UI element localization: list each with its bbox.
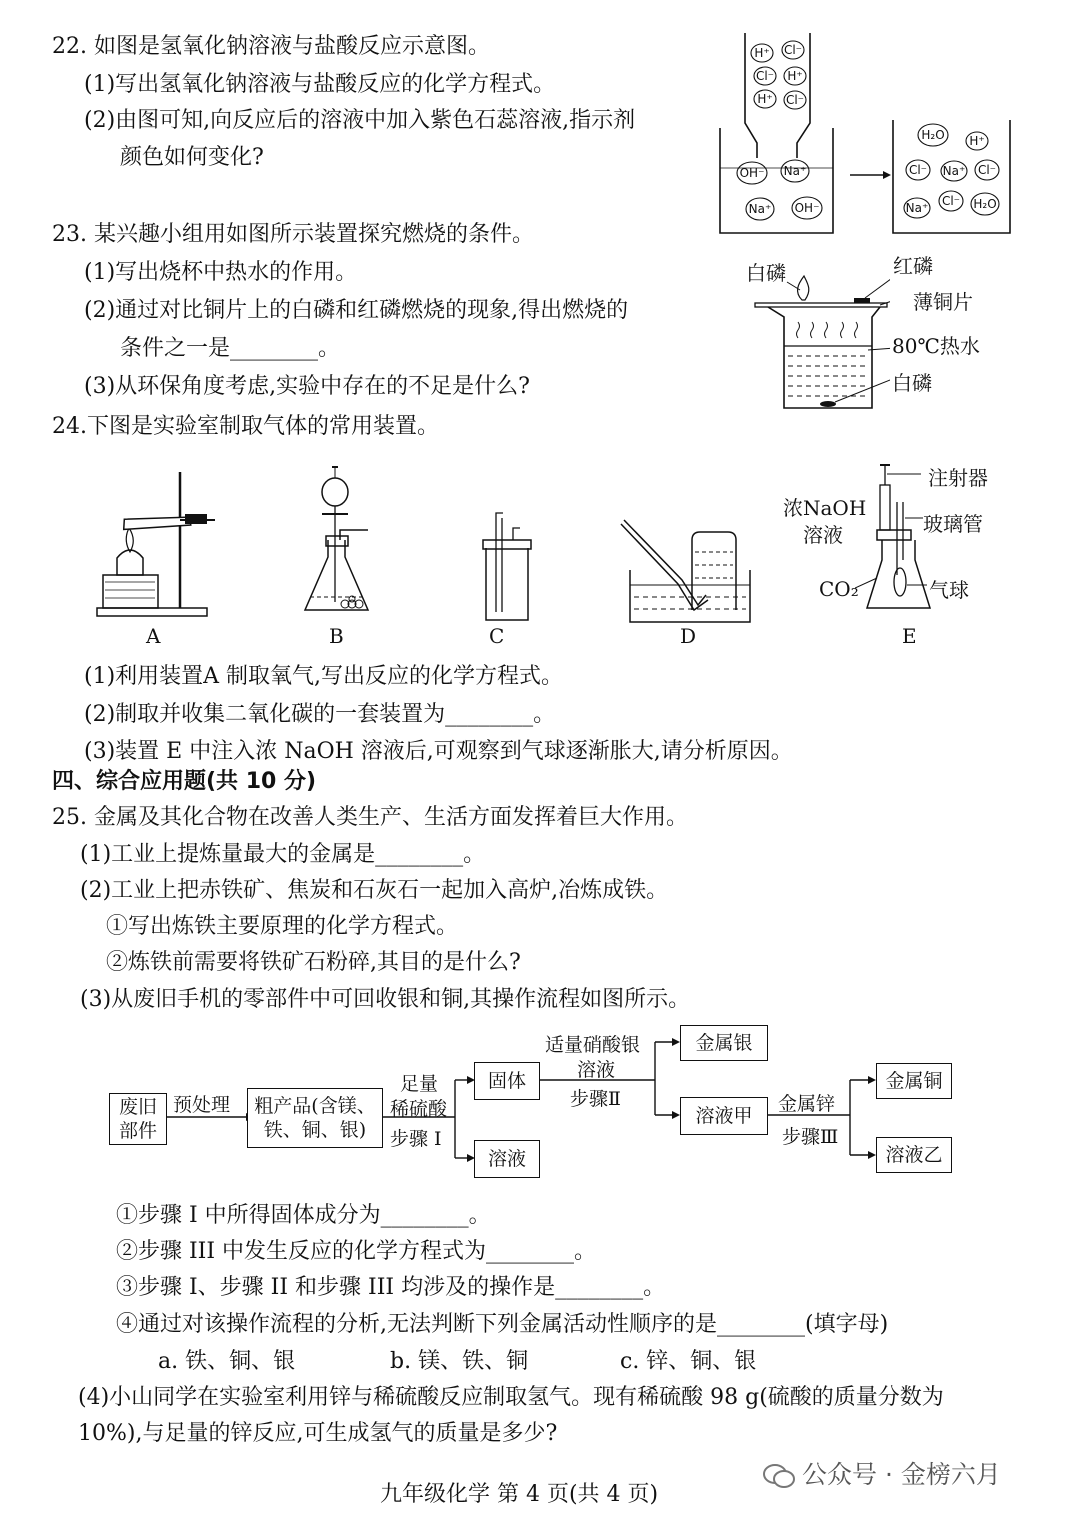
crude-line1: 粗产品(含镁、: [254, 1095, 376, 1117]
q25-part4-line2: 10%),与足量的锌反应,可生成氢气的质量是多少?: [78, 1421, 558, 1446]
flow-box-solid: 固体: [474, 1062, 540, 1100]
ion-h: H⁺: [754, 46, 770, 60]
q25-stem: 25. 金属及其化合物在改善人类生产、生活方面发挥着巨大作用。: [52, 805, 688, 830]
ion-h: H⁺: [969, 134, 985, 148]
q25-part2-sub2: ②炼铁前需要将铁矿石粉碎,其目的是什么?: [106, 950, 521, 975]
q22-part2-line1: (2)由图可知,向反应后的溶液中加入紫色石蕊溶液,指示剂: [84, 108, 636, 133]
ion-cl: Cl⁻: [977, 163, 997, 177]
ion-cl: Cl⁻: [783, 43, 803, 57]
section-heading: 四、综合应用题(共 10 分): [52, 769, 317, 794]
apparatus-d: [620, 510, 760, 625]
label-white-phosphorus: 白磷: [746, 261, 786, 285]
q22-part2-line2: 颜色如何变化?: [120, 145, 264, 170]
q22-reaction-diagram: [715, 28, 1035, 243]
ion-na: Na⁺: [748, 202, 772, 216]
q25-sub2: ②步骤 III 中发生反应的化学方程式为________。: [116, 1239, 597, 1264]
option-a: a. 铁、铜、银: [158, 1349, 296, 1374]
q23-beaker-diagram: [750, 270, 890, 415]
q23-part1: (1)写出烧杯中热水的作用。: [84, 260, 358, 285]
q25-sub1: ①步骤 I 中所得固体成分为________。: [116, 1203, 491, 1228]
crude-line2: 铁、铜、银): [263, 1119, 367, 1141]
label-red-phosphorus: 红磷: [893, 254, 933, 278]
q25-part2: (2)工业上把赤铁矿、焦炭和石灰石一起加入高炉,冶炼成铁。: [80, 878, 669, 903]
q25-sub3: ③步骤 I、步骤 II 和步骤 III 均涉及的操作是________。: [116, 1275, 666, 1300]
label-white-phosphorus-underwater: 白磷: [892, 371, 932, 395]
label-syringe: 注射器: [928, 466, 988, 490]
watermark: [762, 1455, 1001, 1491]
flow-step1: 步骤 I: [390, 1128, 442, 1150]
q23-part2-line1: (2)通过对比铜片上的白磷和红磷燃烧的现象,得出燃烧的: [84, 298, 629, 323]
flow-agno3-1: 适量硝酸银: [545, 1034, 641, 1056]
q25-part4-line1: (4)小山同学在实验室利用锌与稀硫酸反应制取氢气。现有稀硫酸 98 g(硫酸的质量分数为: [78, 1385, 944, 1410]
label-balloon: 气球: [929, 578, 969, 602]
label-b: B: [329, 624, 344, 648]
flow-pretreat: 预处理: [173, 1094, 231, 1116]
flow-box-silver: 金属银: [680, 1025, 768, 1061]
flow-box-solution: 溶液: [474, 1140, 540, 1178]
label-co2: CO₂: [819, 577, 859, 601]
label-copper-plate: 薄铜片: [913, 290, 973, 314]
q25-sub4: ④通过对该操作流程的分析,无法判断下列金属活动性顺序的是________(填字母): [116, 1312, 889, 1337]
label-glass-tube: 玻璃管: [923, 512, 983, 536]
flow-agno3-2: 溶液: [577, 1059, 616, 1081]
ion-h: H⁺: [787, 69, 803, 83]
q24-part3: (3)装置 E 中注入浓 NaOH 溶液后,可观察到气球逐渐胀大,请分析原因。: [84, 739, 793, 764]
ion-na: Na⁺: [783, 164, 807, 178]
q24-stem: 24.下图是实验室制取气体的常用装置。: [52, 414, 439, 439]
flow-box-solution-a: 溶液甲: [680, 1097, 768, 1135]
page-footer: 九年级化学 第 4 页(共 4 页): [380, 1482, 659, 1507]
waste-line2: 部件: [118, 1120, 157, 1142]
label-c: C: [489, 624, 505, 648]
label-e: E: [902, 624, 917, 648]
apparatus-b: [290, 462, 390, 622]
q25-part2-sub1: ①写出炼铁主要原理的化学方程式。: [106, 914, 459, 939]
ion-cl: Cl⁻: [941, 194, 961, 208]
q23-part3: (3)从环保角度考虑,实验中存在的不足是什么?: [84, 374, 530, 399]
label-naoh-line2: 溶液: [803, 523, 843, 547]
q25-part3: (3)从废旧手机的零部件中可回收银和铜,其操作流程如图所示。: [80, 987, 691, 1012]
ion-cl: Cl⁻: [755, 69, 775, 83]
option-b: b. 镁、铁、铜: [390, 1349, 529, 1374]
ion-h2o: H₂O: [921, 128, 945, 142]
flow-box-solution-b: 溶液乙: [876, 1137, 952, 1173]
q24-part2: (2)制取并收集二氧化碳的一套装置为________。: [84, 702, 556, 727]
q23-part2-line2: 条件之一是________。: [120, 336, 341, 361]
ion-na: Na⁺: [942, 164, 966, 178]
flow-acid-2: 稀硫酸: [390, 1098, 448, 1120]
waste-line1: 废旧: [118, 1096, 157, 1118]
q25-part1: (1)工业上提炼量最大的金属是________。: [80, 842, 486, 867]
q24-part1: (1)利用装置A 制取氧气,写出反应的化学方程式。: [84, 664, 564, 689]
label-a: A: [146, 624, 161, 648]
flow-box-copper: 金属铜: [876, 1063, 952, 1099]
q23-stem: 23. 某兴趣小组用如图所示装置探究燃烧的条件。: [52, 222, 534, 247]
label-d: D: [680, 624, 697, 648]
flow-step2: 步骤Ⅱ: [570, 1088, 621, 1110]
watermark-text: 公众号 · 金榜六月: [802, 1460, 1001, 1489]
flow-box-waste: [109, 1093, 167, 1145]
ion-h2o: H₂O: [973, 197, 997, 211]
flow-zinc: 金属锌: [778, 1093, 836, 1115]
apparatus-a: [95, 470, 225, 620]
ion-oh: OH⁻: [794, 201, 820, 215]
ion-cl: Cl⁻: [908, 163, 928, 177]
flow-step3: 步骤Ⅲ: [782, 1126, 839, 1148]
ion-oh: OH⁻: [739, 166, 765, 180]
option-c: c. 锌、铜、银: [620, 1349, 757, 1374]
apparatus-c: [478, 508, 538, 623]
ion-cl: Cl⁻: [785, 93, 805, 107]
q22-part1: (1)写出氢氧化钠溶液与盐酸反应的化学方程式。: [84, 72, 556, 97]
q22-stem: 22. 如图是氢氧化钠溶液与盐酸反应示意图。: [52, 34, 490, 59]
flow-box-crude: [247, 1088, 383, 1148]
ion-h: H⁺: [757, 92, 773, 106]
wechat-icon: [762, 1463, 796, 1489]
flow-arrows: [100, 1025, 980, 1185]
flow-acid-1: 足量: [400, 1073, 439, 1095]
label-naoh-line1: 浓NaOH: [783, 496, 867, 520]
ion-na: Na⁺: [905, 201, 929, 215]
label-hot-water: 80℃热水: [892, 334, 980, 358]
